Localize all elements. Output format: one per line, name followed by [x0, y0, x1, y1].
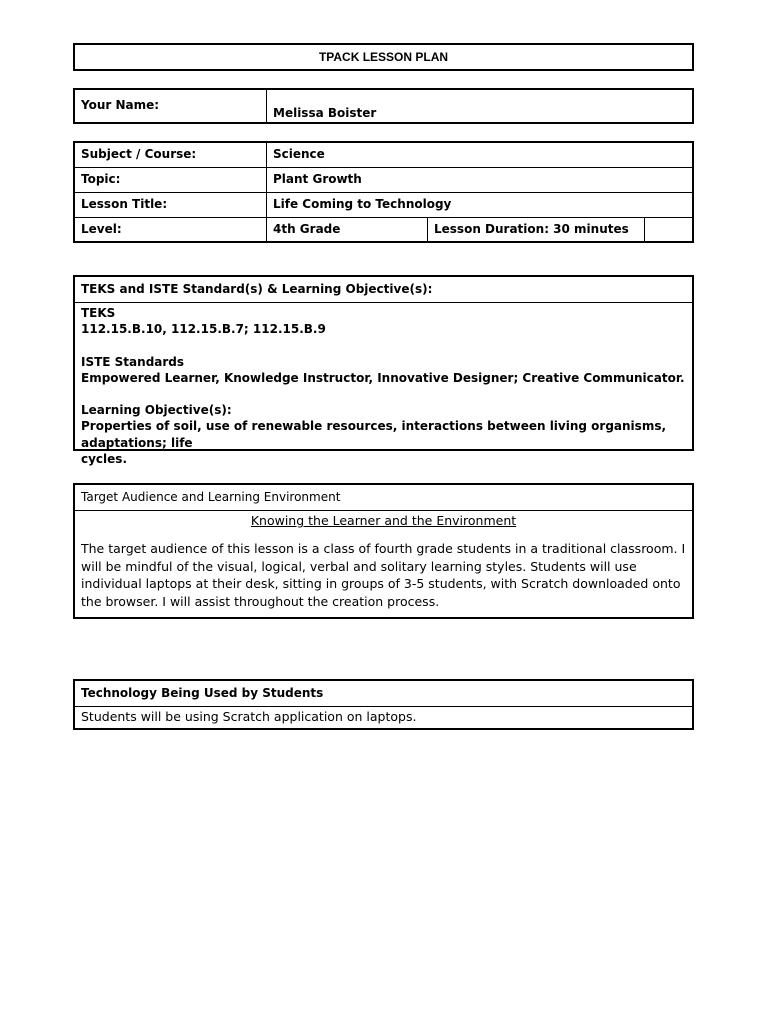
- standards-body: [75, 303, 692, 469]
- lesson-title-value: Life Coming to Technology: [273, 197, 452, 211]
- teks-codes: 112.15.B.10, 112.15.B.7; 112.15.B.9: [81, 322, 326, 337]
- topic-label: Topic:: [75, 168, 267, 192]
- topic-value: Plant Growth: [273, 172, 362, 186]
- table-row: [75, 193, 692, 218]
- name-label: Your Name:: [75, 90, 267, 122]
- audience-subheading: Knowing the Learner and the Environment: [250, 513, 517, 528]
- name-value: Melissa Boister: [273, 106, 377, 120]
- subject-label: Subject / Course:: [75, 143, 267, 167]
- page-title: TPACK LESSON PLAN: [318, 50, 449, 64]
- audience-line-1: The target audience of this lesson is a class of fourth grade students in a traditional classroom. I: [81, 541, 686, 556]
- empty-cell: [645, 218, 692, 243]
- lesson-duration: Lesson Duration: 30 minutes: [428, 218, 645, 243]
- technology-table: [73, 679, 694, 730]
- standards-header: TEKS and ISTE Standard(s) & Learning Objective(s):: [75, 277, 692, 303]
- iste-heading: ISTE Standards: [81, 354, 185, 369]
- lesson-plan-title-box: [73, 43, 694, 71]
- audience-line-4: the browser. I will assist throughout the creation process.: [81, 593, 440, 609]
- technology-text: Students will be using Scratch application on laptops.: [81, 709, 417, 724]
- table-row: [75, 218, 692, 243]
- audience-line-3: individual laptops at their desk, sitting in groups of 3-5 students, with Scratch downloaded onto: [81, 576, 681, 591]
- name-table: [73, 88, 694, 124]
- lesson-title-label: Lesson Title:: [75, 193, 267, 217]
- objective-text-line-2: cycles.: [81, 452, 128, 467]
- objective-heading: Learning Objective(s):: [81, 403, 232, 418]
- table-row: [75, 168, 692, 193]
- audience-header: Target Audience and Learning Environment: [75, 485, 692, 511]
- technology-header: Technology Being Used by Students: [75, 681, 692, 707]
- level-value: 4th Grade: [267, 218, 428, 243]
- table-row: [75, 143, 692, 168]
- objective-text-line-1: Properties of soil, use of renewable resources, interactions between living organisms, adaptations; life: [81, 419, 667, 450]
- subject-value: Science: [273, 147, 325, 161]
- audience-paragraph: [75, 528, 692, 610]
- audience-line-2: will be mindful of the visual, logical, verbal and solitary learning styles. Students will use: [81, 558, 637, 574]
- level-label: Level:: [75, 218, 267, 243]
- iste-list: Empowered Learner, Knowledge Instructor, Innovative Designer; Creative Communicator.: [81, 370, 685, 385]
- standards-table: [73, 275, 694, 467]
- teks-heading: TEKS: [81, 306, 116, 320]
- course-info-table: [73, 141, 694, 243]
- audience-table: [73, 483, 694, 619]
